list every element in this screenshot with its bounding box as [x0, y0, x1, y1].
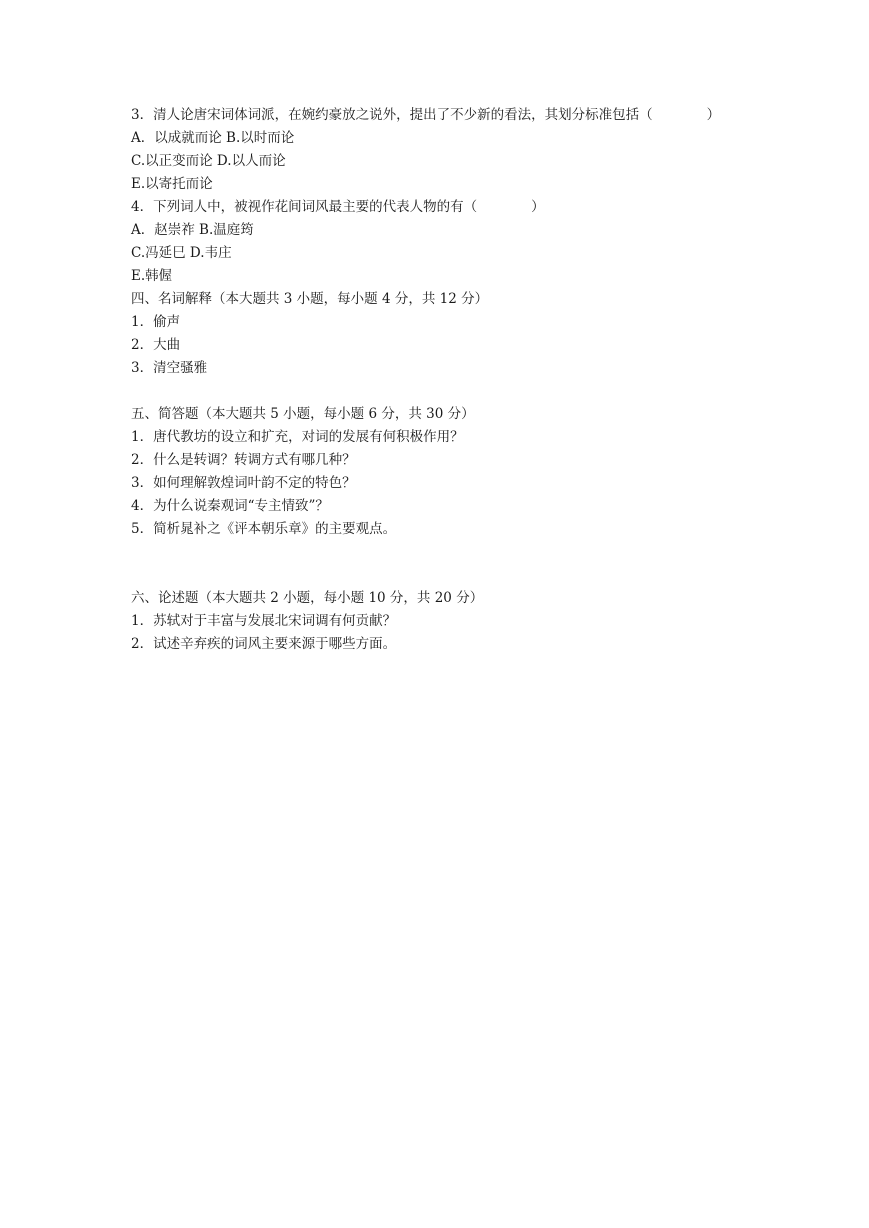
short-answer-5: 5．简析晁补之《评本朝乐章》的主要观点。 [131, 521, 397, 537]
question-4-option-e: E.韩偓 [131, 268, 173, 284]
question-3-options-ab: A．以成就而论 B.以时而论 [131, 130, 295, 146]
document-content [131, 104, 751, 656]
essay-1: 1．苏轼对于丰富与发展北宋词调有何贡献？ [131, 613, 397, 629]
question-3-options-cd: C.以正变而论 D.以人而论 [131, 153, 286, 169]
question-4-options-cd: C.冯延巳 D.韦庄 [131, 245, 232, 261]
short-answer-4: 4．为什么说秦观词“专主情致”？ [131, 498, 329, 514]
spacer [131, 541, 751, 587]
term-1: 1．偷声 [131, 314, 181, 330]
short-answer-1: 1．唐代教坊的设立和扩充，对词的发展有何积极作用？ [131, 429, 464, 445]
short-answer-3: 3．如何理解敦煌词叶韵不定的特色？ [131, 475, 356, 491]
section-4-heading: 四、名词解释（本大题共 3 小题，每小题 4 分，共 12 分） [131, 291, 489, 307]
spacer [131, 380, 751, 403]
short-answer-2: 2．什么是转调？转调方式有哪几种？ [131, 452, 356, 468]
term-3: 3．清空骚雅 [131, 360, 208, 376]
section-6-heading: 六、论述题（本大题共 2 小题，每小题 10 分，共 20 分） [131, 590, 484, 606]
question-4-options-ab: A．赵崇祚 B.温庭筠 [131, 222, 254, 238]
essay-2: 2．试述辛弃疾的词风主要来源于哪些方面。 [131, 636, 397, 652]
section-5-heading: 五、简答题（本大题共 5 小题，每小题 6 分，共 30 分） [131, 406, 475, 422]
question-4-stem: 4．下列词人中，被视作花间词风最主要的代表人物的有（ ） [131, 199, 545, 215]
question-3-stem: 3．清人论唐宋词体词派，在婉约豪放之说外，提出了不少新的看法，其划分标准包括（ ） [131, 107, 721, 123]
term-2: 2．大曲 [131, 337, 181, 353]
question-3-option-e: E.以寄托而论 [131, 176, 213, 192]
